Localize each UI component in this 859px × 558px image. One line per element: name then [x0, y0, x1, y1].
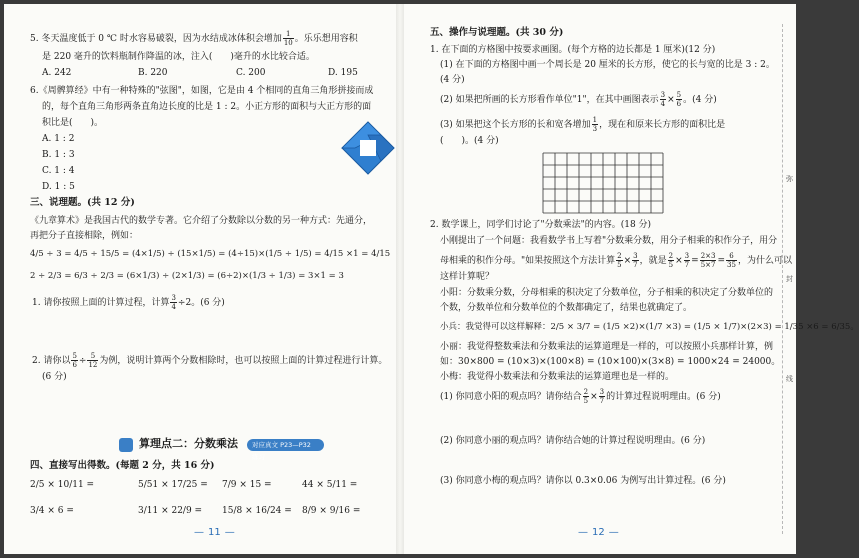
frac: [668, 252, 674, 269]
frac-num: 5: [72, 352, 77, 360]
q2-fraction-a: [71, 352, 77, 369]
section-banner: [119, 436, 324, 461]
frac-num: 3: [684, 252, 690, 260]
frac-num: 6: [726, 252, 737, 261]
q1-line-d: (2) 如果把所画的长方形看作单位"1"，在其中画图表示 $\frac{3}{4}$ × $\frac{5}{6}$ 。(4 分): [440, 91, 717, 108]
frac: [726, 252, 737, 269]
frac-num: 5: [676, 91, 682, 99]
frac-num: 1: [592, 116, 598, 124]
frac-num: 2×3: [700, 252, 716, 260]
frac: [684, 252, 690, 269]
q1e-text: (3) 如果把这个长方形的长和宽各增加: [440, 120, 591, 130]
frac: [632, 252, 638, 269]
q2-line-a: 2. 数学课上，同学们讨论了"分数乘法"的内容。(18 分): [430, 220, 652, 230]
frac-1-3: [592, 116, 598, 133]
example-2: 2 ÷ 2/3 = 6/3 ÷ 2/3 = (6×1/3) ÷ (2×1/3) = (6÷2)×(1/3 ÷ 1/3) = 3×1 = 3: [30, 271, 344, 281]
q2-fraction-b: [87, 352, 98, 369]
calc-item: 3/11 × 22/9 =: [138, 506, 203, 516]
q5-option-a: A. 242: [42, 68, 72, 78]
frac-den: 35: [727, 261, 736, 269]
q2-line-h: 小丽：我觉得整数乘法和分数乘法的运算道理是一样的，可以按照小兵那样计算，例: [440, 342, 774, 352]
q2-line-b: 小刚提出了一个问题：我看数学书上写着"分数乘分数，用分子相乘的积作分子，用分: [440, 236, 778, 246]
q5-text: 5. 冬天温度低于 0 ℃ 时水容易破裂，因为水结成冰体积会增加: [30, 34, 282, 44]
q6-option-d: D. 1 : 5: [42, 182, 75, 192]
frac-den: 7: [633, 261, 638, 269]
frac-den: 4: [171, 303, 176, 311]
page-right: [404, 4, 859, 554]
q2-line-k: (1) 你同意小阳的观点吗？请你结合 $\frac{2}{5}$ × $\frac{3}{7}$ 的计算过程说明理由。(6 分): [440, 388, 721, 405]
page-number-right: — 12 —: [574, 526, 623, 540]
q2k-text-b: 的计算过程说明理由。(6 分): [606, 392, 721, 402]
q2c-text: 母相乘的积作分母。"如果按照这个方法计算: [440, 256, 616, 266]
frac-num: 3: [171, 294, 176, 302]
side-label: 封: [786, 275, 793, 283]
frac: [583, 388, 589, 405]
q1-fraction: [170, 294, 176, 311]
q5-option-c: C. 200: [236, 68, 266, 78]
q2-line-f: 个数，分数单位和分数单位的个数都确定了，结果也就确定了。: [440, 303, 693, 313]
q6-option-c: C. 1 : 4: [42, 166, 75, 176]
calc-item: 8/9 × 9/16 =: [302, 506, 361, 516]
q1-line-a: 1. 在下面的方格图中按要求画图。(每个方格的边长都是 1 厘米)(12 分): [430, 45, 716, 55]
frac-5-6: [676, 91, 682, 108]
calc-item: 44 × 5/11 =: [302, 480, 358, 490]
frac-den: 3: [592, 125, 598, 133]
frac-num: 3: [633, 252, 638, 260]
sec3-q2-text-b: 为例，说明计算两个分数相除时，也可以按照上面的计算过程进行计算。: [99, 356, 388, 366]
frac-den: 5: [668, 261, 674, 269]
section-3-intro-2: 再把分子直接相除，例如：: [30, 231, 139, 241]
q5-fraction: [283, 30, 294, 47]
sec3-q2-points: (6 分): [42, 372, 67, 382]
q1d-text: (2) 如果把所画的长方形看作单位"1"，在其中画图表示: [440, 95, 659, 105]
frac-den: 7: [599, 397, 605, 405]
frac-den: 6: [72, 361, 77, 369]
frac-den: 12: [88, 361, 98, 369]
q5-line2: 是 220 毫升的饮料瓶制作降温的冰，注入( )毫升的水比较合适。: [42, 52, 315, 62]
q1-line-b: (1) 在下面的方格图中画一个周长是 20 厘米的长方形，使它的长与宽的比是 3 : 2。: [440, 60, 775, 70]
q1-line-c: (4 分): [440, 75, 465, 85]
q1-line-f: ( )。(4 分): [440, 136, 499, 146]
page-left: [4, 4, 396, 554]
frac-den: 10: [283, 39, 293, 47]
frac-num: 3: [660, 91, 666, 99]
q6-line3: 积比是( )。: [42, 118, 104, 128]
calc-item: 3/4 × 6 =: [30, 506, 74, 516]
q2-line-g: 小兵：我觉得可以这样解释：2/5 × 3/7 = (1/5 ×2)×(1/7 ×3) = (1/5 × 1/7)×(2×3) = 1/35 ×6 = 6/35。: [440, 322, 859, 332]
q6-line1: 6.《周髀算经》中有一种特殊的"弦图"，如图，它是由 4 个相同的直角三角形拼接而成: [30, 86, 374, 96]
frac: [700, 252, 717, 269]
frac-num: 3: [599, 388, 605, 396]
q2-line-i: 如：30×800 = (10×3)×(100×8) = (10×100)×(3×8) = 1000×24 = 24000。: [440, 357, 781, 367]
sec3-q1-points: 。(6 分): [191, 298, 225, 308]
section-5-title: 五、操作与说理题。(共 30 分): [430, 27, 564, 38]
side-label: 线: [786, 375, 793, 383]
worksheet-spread: [4, 4, 859, 554]
binding-line: [782, 24, 783, 534]
sec3-q2-text: 2. 请你以: [32, 356, 71, 366]
square-grid: [542, 152, 664, 214]
frac-num: 2: [583, 388, 589, 396]
frac-num: 2: [617, 252, 622, 260]
frac-den: 5×7: [700, 261, 716, 269]
section-4-title: 四、直接写出得数。(每题 2 分，共 16 分): [30, 460, 215, 471]
frac-num: 2: [668, 252, 674, 260]
calc-item: 15/8 × 16/24 =: [222, 506, 292, 516]
frac: [616, 252, 622, 269]
q2-line-m: (3) 你同意小梅的观点吗？请你以 0.3×0.06 为例写出计算过程。(6 分): [440, 476, 726, 486]
side-label: 弥: [786, 175, 793, 183]
q5-text-b: 。乐乐想用容积: [294, 34, 358, 44]
q2c-text-b: ，为什么可以: [737, 256, 792, 266]
q1e-text-b: ，现在和原来长方形的面积比是: [599, 120, 726, 130]
q5-option-d: D. 195: [328, 68, 358, 78]
banner-tag: 对应真文 P23—P32 练习: [247, 439, 324, 451]
frac: [599, 388, 605, 405]
q2-line-l: (2) 你同意小丽的观点吗？请你结合她的计算过程说明理由。(6 分): [440, 436, 706, 446]
banner-title: 算理点二：分数乘法: [139, 437, 238, 450]
frac-num: 1: [283, 30, 294, 39]
calc-item: 7/9 × 15 =: [222, 480, 272, 490]
calc-item: 2/5 × 10/11 =: [30, 480, 95, 490]
q6-option-a: A. 1 : 2: [42, 134, 75, 144]
section-3-title: 三、说理题。(共 12 分): [30, 197, 135, 208]
sec3-q1: 1. 请你按照上面的计算过程，计算 $\frac{3}{4}$ ÷2。(6 分): [32, 294, 225, 311]
section-3-intro-1: 《九章算术》是我国古代的数学专著。它介绍了分数除以分数的另一种方式：先通分，: [30, 216, 373, 226]
frac-den: 5: [617, 261, 622, 269]
sec3-q1-text: 1. 请你按照上面的计算过程，计算: [32, 298, 170, 308]
frac-den: 6: [676, 100, 682, 108]
q2k-text: (1) 你同意小阳的观点吗？请你结合: [440, 392, 582, 402]
frac-den: 5: [583, 397, 589, 405]
q2-line-c: 母相乘的积作分母。"如果按照这个方法计算 $\frac{2}{5}$ × $\frac{3}{7}$ ，就是 $\frac{2}{5}$ × $\frac{3}{7}$ = $\frac{2\times 3}{5\times 7}$ = $\frac{6}{35}$ ，为什么可以: [440, 252, 792, 269]
chart-icon: [119, 438, 133, 452]
q1-line-e: [440, 116, 725, 133]
q6-option-b: B. 1 : 3: [42, 150, 75, 160]
frac-den: 4: [660, 100, 666, 108]
q2-line-d: 这样计算呢？: [440, 272, 495, 282]
xian-diagram-figure: [340, 120, 396, 176]
q6-line2: 的，每个直角三角形两条直角边长度的比是 1 : 2。小正方形的面积与大正方形的面: [42, 102, 372, 112]
frac-num: 5: [87, 352, 98, 361]
calc-item: 5/51 × 17/25 =: [138, 480, 208, 490]
q5-line1: [30, 30, 358, 47]
sec3-q2: 2. 请你以 $\frac{5}{6}$ ÷ $\frac{5}{12}$ 为例，说明计算两个分数相除时，也可以按照上面的计算过程进行计算。: [32, 352, 388, 369]
q2-line-j: 小梅：我觉得小数乘法和分数乘法的运算道理也是一样的。: [440, 372, 675, 382]
book-gutter: [396, 4, 404, 554]
q2-line-e: 小阳：分数乘分数，分母相乘的积决定了分数单位，分子相乘的积决定了分数单位的: [440, 288, 774, 298]
q2g-text: 小兵：我觉得可以这样解释：: [440, 322, 551, 332]
page-number-left: — 11 —: [190, 526, 239, 540]
frac-den: 7: [684, 261, 690, 269]
example-1: 4/5 ÷ 3 = 4/5 ÷ 15/5 = (4×1/5) ÷ (15×1/5) = (4÷15)×(1/5 ÷ 1/5) = 4/15 ×1 = 4/15: [30, 249, 391, 259]
frac-3-4: [660, 91, 666, 108]
q5-option-b: B. 220: [138, 68, 168, 78]
q1d-points: 。(4 分): [683, 95, 717, 105]
